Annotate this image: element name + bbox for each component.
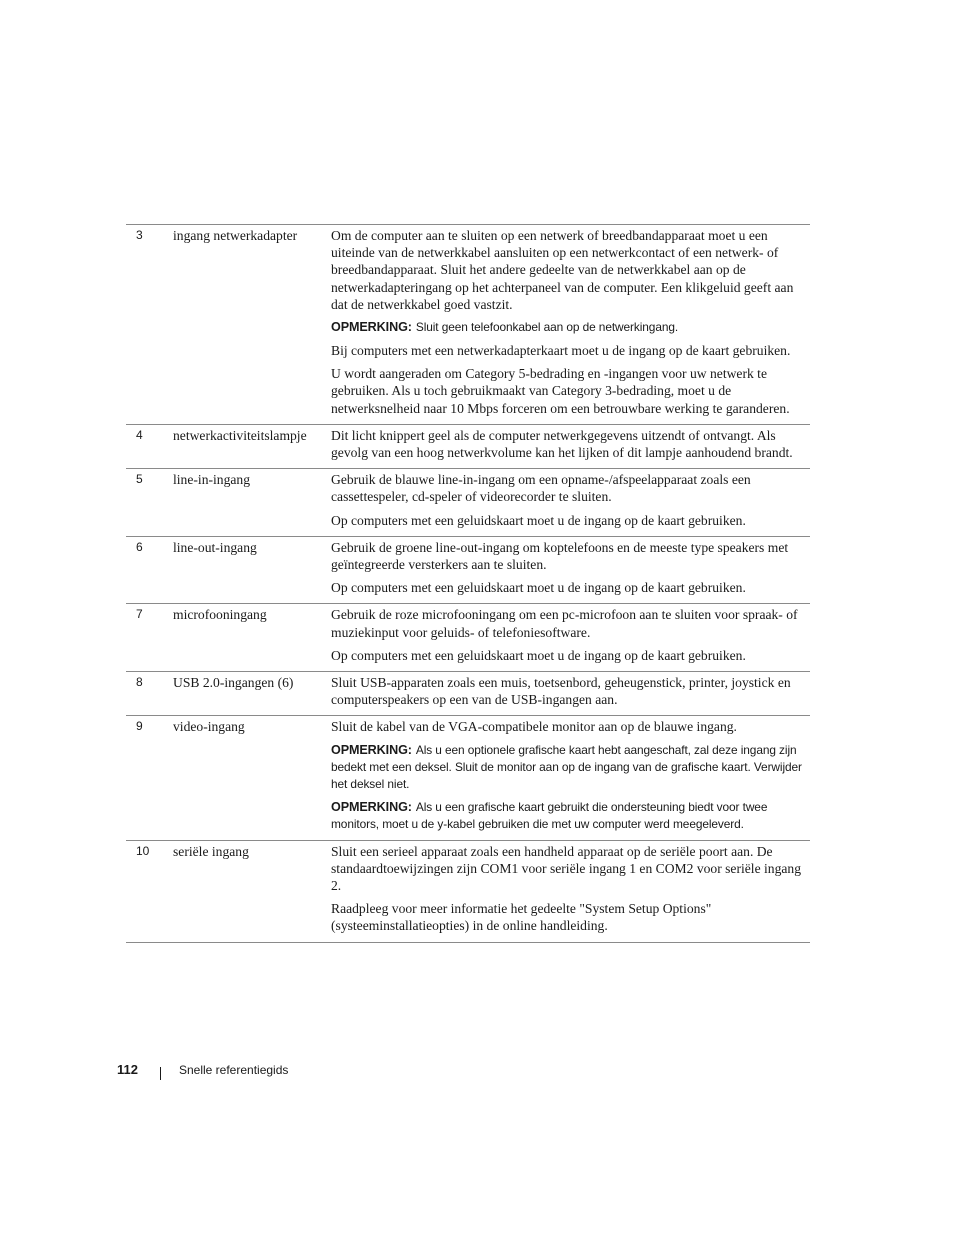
connector-description bbox=[331, 225, 810, 425]
description-paragraph: Gebruik de roze microfooningang om een pc-microfoon aan te sluiten voor spraak- of muziekinput voor geluids- of telefoniesoftware. bbox=[331, 607, 798, 640]
table-row bbox=[126, 225, 810, 425]
description-paragraph: Op computers met een geluidskaart moet u de ingang op de kaart gebruiken. bbox=[331, 647, 746, 663]
item-number: 9 bbox=[126, 716, 173, 840]
connector-description bbox=[331, 424, 810, 468]
item-number: 4 bbox=[126, 424, 173, 468]
item-number: 3 bbox=[126, 225, 173, 425]
description-paragraph: Sluit de kabel van de VGA-compatibele monitor aan op de blauwe ingang. bbox=[331, 719, 737, 735]
section-title: Snelle referentiegids bbox=[178, 1063, 289, 1077]
table-row bbox=[126, 424, 810, 468]
note bbox=[331, 742, 810, 793]
table-row bbox=[126, 672, 810, 716]
connector-name: ingang netwerkadapter bbox=[173, 225, 331, 425]
footer-separator bbox=[160, 1067, 161, 1080]
description-paragraph: Gebruik de blauwe line-in-ingang om een opname-/afspeelapparaat zoals een cassettespeler, cd-speler of videorecorder te sluiten. bbox=[331, 472, 751, 505]
connector-description bbox=[331, 604, 810, 672]
note-text: Als u een optionele grafische kaart hebt aangeschaft, zal deze ingang zijn bedekt met een deksel. Sluit de monitor aan op de ingang van de grafische kaart. Verwijder het deksel niet. bbox=[331, 742, 802, 791]
description-paragraph: Sluit een serieel apparaat zoals een handheld apparaat op de seriële poort aan. De standaardtoewijzingen zijn COM1 voor seriële ingang 1 en COM2 voor seriële ingang 2. bbox=[331, 843, 801, 894]
connector-name: line-in-ingang bbox=[173, 469, 331, 537]
table-row bbox=[126, 536, 810, 604]
description-paragraph: Om de computer aan te sluiten op een netwerk of breedbandapparaat moet u een uiteinde van de netwerkkabel aansluiten op een netwerkcontact of een netwerk- of breedbandapparaat. Sluit het andere gedeelte van de netwerkkabel aan op de netwerkadapteringang op het achterpaneel van de computer. Een klikgeluid geeft aan dat de netwerkkabel goed vastzit. bbox=[331, 228, 794, 312]
connector-name: netwerkactiviteitslampje bbox=[173, 424, 331, 468]
connector-description bbox=[331, 716, 810, 840]
connector-reference-table bbox=[126, 224, 810, 943]
connector-description bbox=[331, 469, 810, 537]
description-paragraph: Sluit USB-apparaten zoals een muis, toetsenbord, geheugenstick, printer, joystick en computerspeakers op een van de USB-ingangen aan. bbox=[331, 675, 791, 708]
description-paragraph: Op computers met een geluidskaart moet u de ingang op de kaart gebruiken. bbox=[331, 580, 746, 596]
note-text: Als u een grafische kaart gebruikt die ondersteuning biedt voor twee monitors, moet u de y-kabel gebruiken die met uw computer werd meegeleverd. bbox=[331, 799, 768, 831]
note bbox=[331, 319, 810, 336]
page-number: 112 bbox=[117, 1062, 138, 1077]
description-paragraph: Raadpleeg voor meer informatie het gedeelte "System Setup Options" (systeeminstallatieopties) in de online handleiding. bbox=[331, 901, 712, 934]
description-paragraph: Dit licht knippert geel als de computer netwerkgegevens uitzendt of ontvangt. Als gevolg van een hoog netwerkvolume kan het lijken of dit lampje aanhoudend brandt. bbox=[331, 427, 793, 461]
item-number: 8 bbox=[126, 672, 173, 716]
description-paragraph: Op computers met een geluidskaart moet u de ingang op de kaart gebruiken. bbox=[331, 512, 746, 528]
item-number: 10 bbox=[126, 840, 173, 942]
note-label: OPMERKING: bbox=[331, 799, 412, 814]
connector-description bbox=[331, 672, 810, 716]
description-paragraph: U wordt aangeraden om Category 5-bedrading en -ingangen voor uw netwerk te gebruiken. Als u toch gebruikmaakt van Category 3-bedrading, moet u de netwerksnelheid naar 10 Mbps forceren om een betrouwbare werking te garanderen. bbox=[331, 366, 790, 416]
table-row bbox=[126, 604, 810, 672]
connector-name: microfooningang bbox=[173, 604, 331, 672]
table-row bbox=[126, 840, 810, 942]
connector-name: seriële ingang bbox=[173, 840, 331, 942]
note-label: OPMERKING: bbox=[331, 320, 412, 335]
note-text: Sluit geen telefoonkabel aan op de netwerkingang. bbox=[415, 320, 679, 335]
description-paragraph: Gebruik de groene line-out-ingang om koptelefoons en de meeste type speakers met geïntegreerde versterkers aan te sluiten. bbox=[331, 539, 789, 573]
page-footer bbox=[117, 1061, 288, 1079]
connector-description bbox=[331, 536, 810, 604]
note bbox=[331, 799, 810, 833]
table-body bbox=[126, 225, 810, 943]
connector-name: line-out-ingang bbox=[173, 536, 331, 604]
note-label: OPMERKING: bbox=[331, 742, 412, 757]
item-number: 6 bbox=[126, 536, 173, 604]
connector-name: video-ingang bbox=[173, 716, 331, 840]
table-row bbox=[126, 716, 810, 840]
connector-name: USB 2.0-ingangen (6) bbox=[173, 672, 331, 716]
table-row bbox=[126, 469, 810, 537]
item-number: 7 bbox=[126, 604, 173, 672]
description-paragraph: Bij computers met een netwerkadapterkaart moet u de ingang op de kaart gebruiken. bbox=[331, 343, 791, 359]
item-number: 5 bbox=[126, 469, 173, 537]
connector-description bbox=[331, 840, 810, 942]
